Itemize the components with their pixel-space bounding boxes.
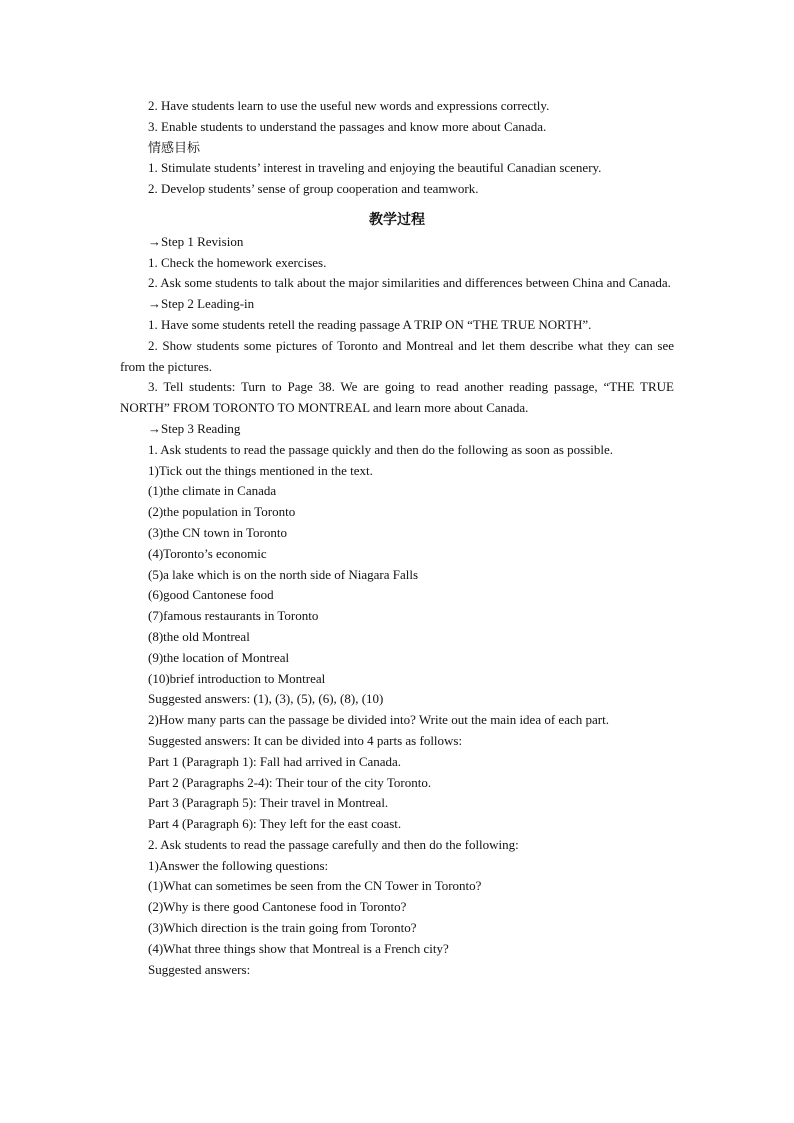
- step-item: 1. Ask students to read the passage quickly and then do the following as soon as possible.: [148, 441, 614, 457]
- list-item: (9)the location of Montreal: [148, 649, 290, 665]
- list-item: 2)How many parts can the passage be divided into? Write out the main idea of each part.: [148, 712, 609, 728]
- objective-line: 1. Stimulate students’ interest in traveling and enjoying the beautiful Canadian scenery.: [148, 160, 602, 176]
- list-item: (6)good Cantonese food: [148, 587, 274, 603]
- list-item: (1)What can sometimes be seen from the CN Tower in Toronto?: [148, 878, 482, 894]
- answer-line: Suggested answers: (1), (3), (5), (6), (8), (10): [148, 691, 384, 707]
- section-label: 情感目标: [148, 139, 201, 155]
- step-item: 1. Have some students retell the reading passage A TRIP ON “THE TRUE NORTH”.: [148, 316, 592, 332]
- objective-line: 3. Enable students to understand the passages and know more about Canada.: [148, 118, 547, 134]
- list-item: (3)Which direction is the train going from Toronto?: [148, 920, 417, 936]
- list-item: Part 2 (Paragraphs 2-4): Their tour of the city Toronto.: [148, 774, 432, 790]
- list-item: (3)the CN town in Toronto: [148, 524, 287, 540]
- list-item: Part 3 (Paragraph 5): Their travel in Montreal.: [148, 795, 389, 811]
- list-item: 1)Answer the following questions:: [148, 857, 329, 873]
- step-item: 2. Ask students to read the passage carefully and then do the following:: [148, 836, 519, 852]
- list-item: 1)Tick out the things mentioned in the text.: [148, 462, 373, 478]
- list-item: (4)Toronto’s economic: [148, 545, 267, 561]
- answer-line: Suggested answers: It can be divided into 4 parts as follows:: [148, 732, 463, 748]
- section-heading: 教学过程: [369, 212, 425, 228]
- list-item: (1)the climate in Canada: [148, 483, 277, 499]
- step-title: →Step 2 Leading-in: [148, 296, 255, 312]
- objective-line: 2. Develop students’ sense of group cooperation and teamwork.: [148, 181, 479, 197]
- page-content: [120, 96, 674, 980]
- step-title: →Step 1 Revision: [148, 233, 244, 249]
- list-item: (7)famous restaurants in Toronto: [148, 608, 319, 624]
- list-item: (10)brief introduction to Montreal: [148, 670, 326, 686]
- answer-line: Suggested answers:: [148, 961, 251, 977]
- step-item: 3. Tell students: Turn to Page 38. We are going to read another reading passage, “THE TRUE NORTH” FROM TORONTO TO MONTREAL and learn more about Canada.: [120, 379, 674, 416]
- list-item: (4)What three things show that Montreal is a French city?: [148, 940, 449, 956]
- step-item: 2. Show students some pictures of Toronto and Montreal and let them describe what they can see from the pictures.: [120, 337, 674, 374]
- list-item: Part 4 (Paragraph 6): They left for the east coast.: [148, 816, 402, 832]
- list-item: (5)a lake which is on the north side of Niagara Falls: [148, 566, 419, 582]
- list-item: Part 1 (Paragraph 1): Fall had arrived in Canada.: [148, 753, 402, 769]
- list-item: (8)the old Montreal: [148, 628, 250, 644]
- step-item: 2. Ask some students to talk about the major similarities and differences between China and Canada.: [148, 275, 671, 291]
- step-title: →Step 3 Reading: [148, 420, 241, 436]
- list-item: (2)the population in Toronto: [148, 504, 296, 520]
- step-item: 1. Check the homework exercises.: [148, 254, 327, 270]
- list-item: (2)Why is there good Cantonese food in Toronto?: [148, 899, 407, 915]
- objective-line: 2. Have students learn to use the useful new words and expressions correctly.: [148, 98, 550, 113]
